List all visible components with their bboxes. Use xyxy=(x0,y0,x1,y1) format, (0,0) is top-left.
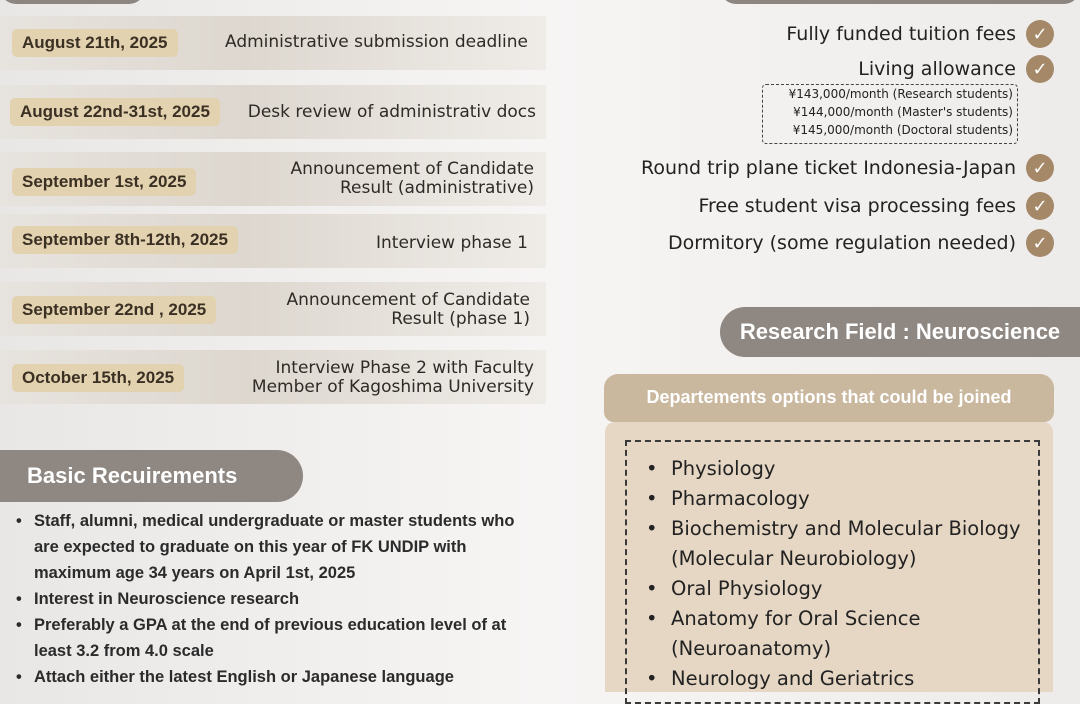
list-item: • Anatomy for Oral Science (Neuroanatomy) xyxy=(644,604,1034,664)
benefit-label: Living allowance xyxy=(858,58,1016,80)
list-item: • Interest in Neuroscience research xyxy=(14,586,524,612)
list-item: • Oral Physiology xyxy=(644,574,1034,604)
benefit-label: Fully funded tuition fees xyxy=(786,23,1016,45)
timeline-row xyxy=(0,282,546,336)
requirements-title: Basic Recuirements xyxy=(0,450,303,502)
benefit-item xyxy=(668,229,1054,257)
timeline-row xyxy=(0,16,546,70)
list-item: • Attach either the latest English or Japanese language xyxy=(14,664,524,690)
benefit-label: Dormitory (some regulation needed) xyxy=(667,232,1016,254)
timeline-desc: Interview Phase 2 with Faculty Member of Kagoshima University xyxy=(251,358,534,397)
check-icon: ✓ xyxy=(1026,154,1054,182)
timeline-date: September 8th-12th, 2025 xyxy=(12,226,238,254)
timeline-date: September 1st, 2025 xyxy=(12,168,196,196)
allowance-line: ¥143,000/month (Research students) xyxy=(788,87,1013,101)
benefit-label: Free student visa processing fees xyxy=(698,195,1016,217)
benefit-label: Round trip plane ticket Indonesia-Japan xyxy=(640,157,1016,179)
benefit-item xyxy=(786,20,1054,48)
timeline-date: August 21th, 2025 xyxy=(12,29,178,57)
timeline-desc: Desk review of administrativ docs xyxy=(247,102,536,122)
timeline-desc: Administrative submission deadline xyxy=(224,32,528,52)
timeline-date: October 15th, 2025 xyxy=(12,364,184,392)
benefit-item xyxy=(858,55,1054,83)
list-item: • Staff, alumni, medical undergraduate or master students who are expected to graduate on this year of FK UNDIP with maximum age 34 years on April 1st, 2025 xyxy=(14,508,524,586)
timeline-row xyxy=(0,214,546,268)
timeline-desc: Announcement of Candidate Result (phase 1) xyxy=(286,290,530,329)
research-field-title: Research Field : Neuroscience xyxy=(720,307,1080,357)
requirements-list xyxy=(14,508,524,690)
check-icon: ✓ xyxy=(1026,20,1054,48)
check-icon: ✓ xyxy=(1026,229,1054,257)
benefit-item xyxy=(698,192,1054,220)
top-right-tab xyxy=(720,0,1080,4)
allowance-box xyxy=(762,84,1018,144)
timeline-date: August 22nd-31st, 2025 xyxy=(10,98,220,126)
timeline-date: September 22nd , 2025 xyxy=(12,296,216,324)
allowance-line: ¥144,000/month (Master's students) xyxy=(793,105,1013,119)
list-item: • Biochemistry and Molecular Biology (Molecular Neurobiology) xyxy=(644,514,1034,574)
timeline-row xyxy=(0,152,546,206)
list-item: • Pharmacology xyxy=(644,484,1034,514)
timeline-desc: Interview phase 1 xyxy=(376,233,528,253)
top-left-tab xyxy=(0,0,145,4)
list-item: • Physiology xyxy=(644,454,1034,484)
check-icon: ✓ xyxy=(1026,192,1054,220)
allowance-line: ¥145,000/month (Doctoral students) xyxy=(792,123,1013,137)
benefit-item xyxy=(641,154,1054,182)
list-item: • Neurology and Geriatrics xyxy=(644,664,1034,694)
timeline-desc: Announcement of Candidate Result (administrative) xyxy=(290,159,534,198)
check-icon: ✓ xyxy=(1026,55,1054,83)
timeline-row xyxy=(0,85,546,139)
departments-list xyxy=(644,454,1034,694)
timeline-row xyxy=(0,350,546,404)
list-item: • Preferably a GPA at the end of previous education level of at least 3.2 from 4.0 scale xyxy=(14,612,524,664)
departments-header: Departements options that could be joined xyxy=(604,374,1054,422)
